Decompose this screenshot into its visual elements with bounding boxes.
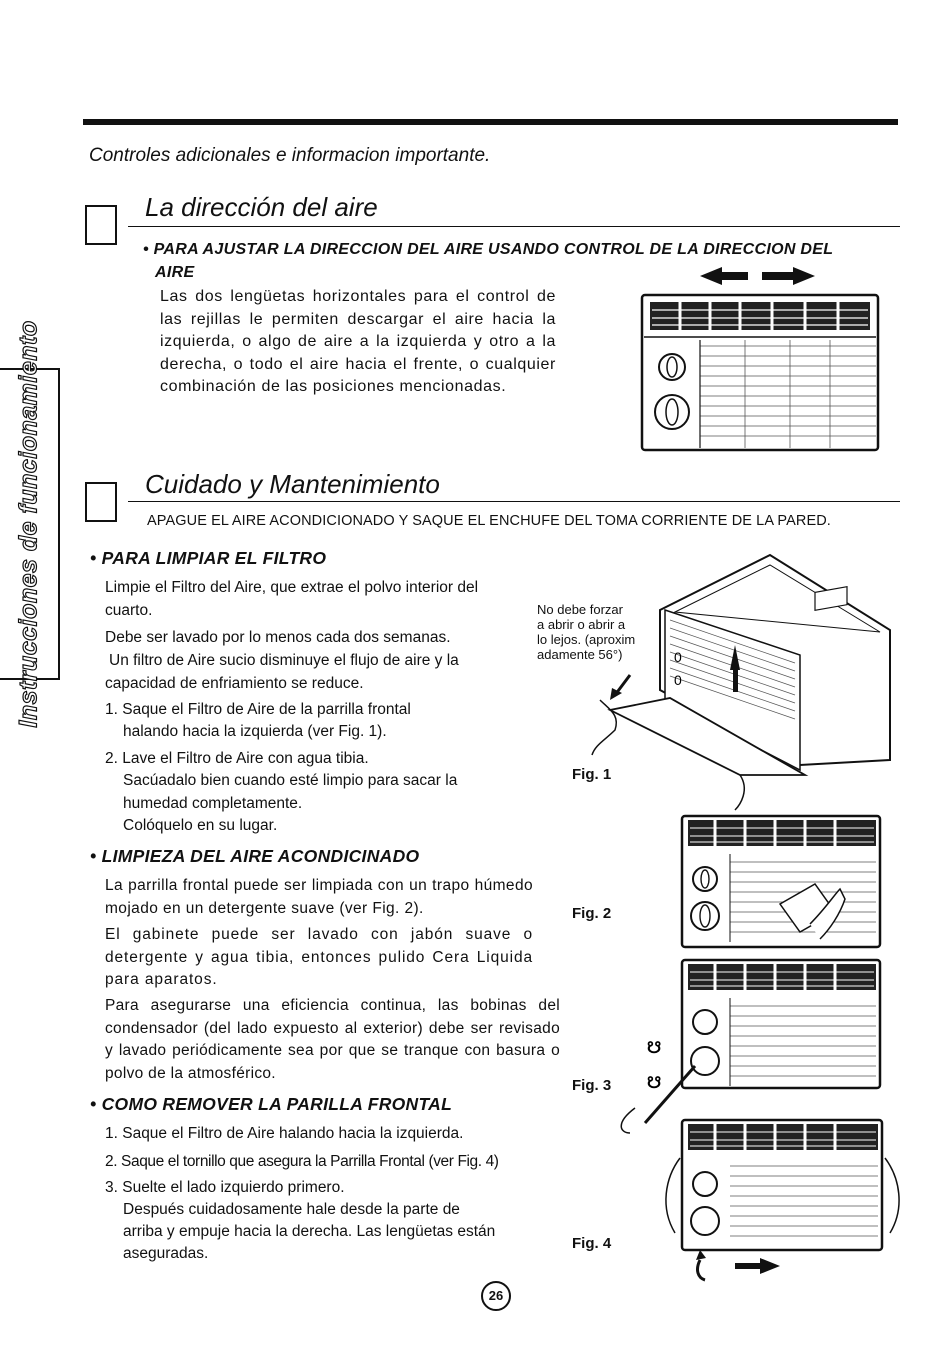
section-rule-care bbox=[128, 501, 900, 502]
fig1-illustration bbox=[590, 550, 890, 810]
fig1-glyph-upper: 0 bbox=[674, 649, 682, 665]
care-warning: APAGUE EL AIRE ACONDICIONADO Y SAQUE EL ENCHUFE DEL TOMA CORRIENTE DE LA PARED. bbox=[147, 513, 831, 529]
section-checkbox-care bbox=[85, 482, 117, 522]
filter-step2-b: Sacúadalo bien cuando esté limpio para sacar la bbox=[123, 772, 458, 789]
cleaning-p2: El gabinete puede ser lavado con jabón suave o detergente y agua tibia, entonces pulido Cera Liquida para aparatos. bbox=[105, 926, 533, 988]
arrow-right-icon bbox=[762, 267, 815, 285]
air-direction-illustration bbox=[600, 262, 890, 457]
fig4-illustration bbox=[660, 1118, 900, 1288]
fig3-illustration bbox=[615, 958, 885, 1133]
remove-step3-a: 3. Suelte el lado izquierdo primero. bbox=[105, 1179, 345, 1196]
filter-p3: Un filtro de Aire sucio disminuye el flujo de aire y la capacidad de enfriamiento se reduce. bbox=[105, 652, 459, 692]
sidebar-tab bbox=[0, 320, 60, 728]
section-rule-air bbox=[128, 226, 900, 227]
arrow-down-icon bbox=[696, 1250, 706, 1280]
filter-step2-c: humedad completamente. bbox=[123, 795, 303, 812]
air-body-text: Las dos lengüetas horizontales para el control de las rejillas le permiten descargar el aire hacia la izquierda, o algo de aire a la izquierda y otro a la derecha, o todo el aire hacia el frente, o cualquier combinación de las posiciones mencionadas. bbox=[160, 288, 556, 395]
arrow-right-icon bbox=[735, 1258, 780, 1274]
fig1-note-line3: lo lejos. (aproxim bbox=[537, 632, 636, 647]
cleaning-heading: • LIMPIEZA DEL AIRE ACONDICINADO bbox=[90, 846, 420, 866]
header-rule bbox=[83, 119, 898, 125]
remove-step3-c: arriba y empuje hacia la derecha. Las lengüetas están bbox=[123, 1223, 496, 1240]
filter-p2: Debe ser lavado por lo menos cada dos semanas. bbox=[105, 629, 451, 646]
fig3-screw-glyph-lower: ☋ bbox=[647, 1075, 662, 1092]
fig1-note-line4: adamente 56°) bbox=[537, 647, 623, 662]
remove-step3-b: Después cuidadosamente hale desde la parte de bbox=[123, 1201, 460, 1218]
remove-step3-d: aseguradas. bbox=[123, 1245, 209, 1262]
section-title-care: Cuidado y Mantenimiento bbox=[145, 469, 440, 499]
fig1-glyph-lower: 0 bbox=[674, 672, 682, 688]
filter-step1-a: 1. Saque el Filtro de Aire de la parrilla frontal bbox=[105, 701, 411, 718]
air-heading-line1: • PARA AJUSTAR LA DIRECCION DEL AIRE USANDO CONTROL DE LA DIRECCION DEL bbox=[143, 241, 834, 258]
fig2-label: Fig. 2 bbox=[572, 905, 612, 922]
fig3-label: Fig. 3 bbox=[572, 1077, 612, 1094]
air-heading-line2: AIRE bbox=[155, 264, 195, 281]
sidebar-tab-label: Instrucciones de funcionamiento bbox=[14, 320, 43, 728]
fig2-illustration bbox=[680, 814, 882, 949]
fig1-note-line1: No debe forzar bbox=[537, 602, 623, 617]
cleaning-p3: Para asegurarse una eficiencia continua, las bobinas del condensador (del lado expuesto al exterior) debe ser revisado y lavado periódicamente sea por que se tranque con basura o polvo de la atmosférico. bbox=[105, 997, 560, 1082]
page-subtitle: Controles adicionales e informacion importante. bbox=[89, 145, 491, 166]
section-title-air: La dirección del aire bbox=[145, 192, 378, 222]
cleaning-p1: La parrilla frontal puede ser limpiada con un trapo húmedo mojado en un detergente suave (ver Fig. 2). bbox=[105, 877, 533, 917]
page-number: 26 bbox=[481, 1281, 511, 1311]
fig1-label: Fig. 1 bbox=[572, 766, 612, 783]
filter-step1-b: halando hacia la izquierda (ver Fig. 1). bbox=[123, 723, 387, 740]
arrow-left-icon bbox=[700, 267, 748, 285]
fig4-label: Fig. 4 bbox=[572, 1235, 612, 1252]
filter-step2-d: Colóquelo en su lugar. bbox=[123, 817, 278, 834]
fig1-note-line2: a abrir o abrir a bbox=[537, 617, 626, 632]
section-checkbox-air bbox=[85, 205, 117, 245]
filter-p1: Limpie el Filtro del Aire, que extrae el polvo interior del cuarto. bbox=[105, 579, 479, 619]
remove-step1: 1. Saque el Filtro de Aire halando hacia la izquierda. bbox=[105, 1125, 464, 1142]
filter-heading: • PARA LIMPIAR EL FILTRO bbox=[90, 548, 327, 568]
remove-step2: 2. Saque el tornillo que asegura la Parrilla Frontal (ver Fig. 4) bbox=[105, 1153, 499, 1170]
remove-heading: • COMO REMOVER LA PARILLA FRONTAL bbox=[90, 1094, 453, 1114]
fig3-screw-glyph-upper: ☋ bbox=[647, 1040, 662, 1057]
filter-step2-a: 2. Lave el Filtro de Aire con agua tibia. bbox=[105, 750, 369, 767]
